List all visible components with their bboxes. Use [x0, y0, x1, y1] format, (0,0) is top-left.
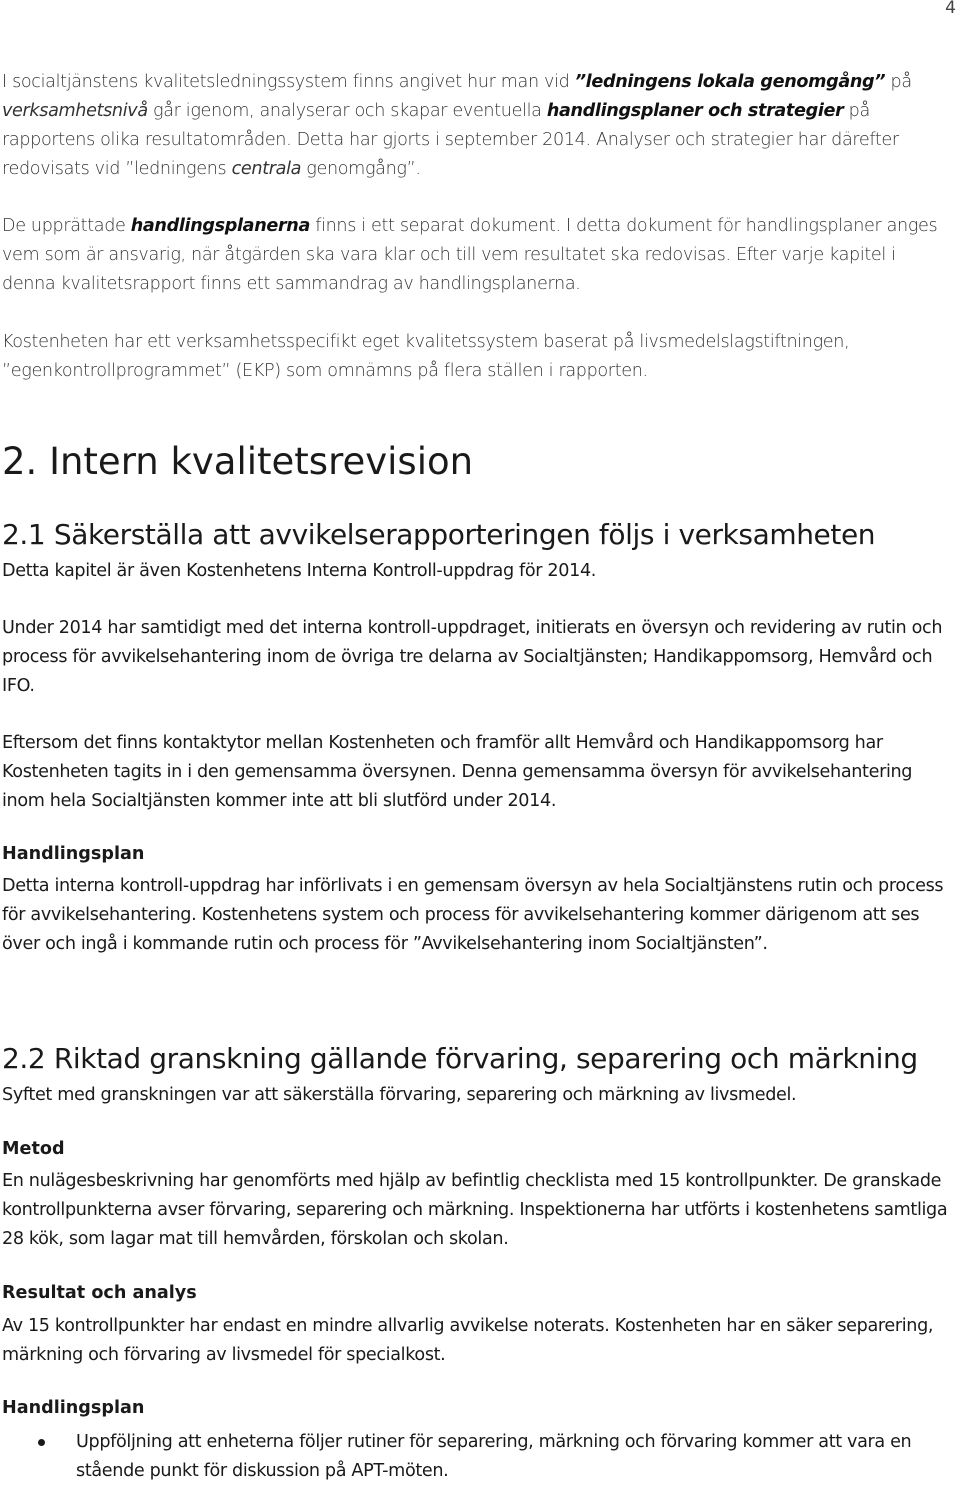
emphasis-text: handlingsplanerna [130, 216, 310, 236]
text-run: går igenom, analyserar och skapar eventuella [147, 101, 547, 121]
section-2-heading: 2. Intern kvalitetsrevision [2, 440, 474, 483]
section-2-2-result-heading: Resultat och analys [2, 1283, 197, 1303]
section-2-1-plan-text: Detta interna kontroll-uppdrag har införlivats i en gemensam översyn av hela Socialtjänstens rutin och process för avvikelsehantering. Kostenhetens system och process för avvikelsehantering kommer därigenom att ses över och ingå i kommande rutin och process för ”Avvikelsehantering inom Socialtjänsten”. [2, 876, 944, 954]
plan-bullet-list [0, 1428, 950, 1486]
text-run: De upprättade [2, 216, 131, 236]
intro-paragraph-2 [2, 212, 952, 299]
list-item [0, 1428, 950, 1486]
text-run: genomgång”. [301, 159, 421, 179]
section-2-1-plan-heading: Handlingsplan [2, 844, 145, 864]
page-number: 4 [945, 0, 956, 18]
section-2-1-paragraph-2: Under 2014 har samtidigt med det interna kontroll-uppdraget, initierats en översyn och revidering av rutin och process för avvikelsehantering inom de övriga tre delarna av Socialtjänsten; Handikappomsorg, Hemvård och IFO. [2, 618, 943, 696]
emphasis-text: ”ledningens lokala genomgång” [574, 72, 886, 92]
section-2-2-intro: Syftet med granskningen var att säkerställa förvaring, separering och märkning av livsmedel. [2, 1085, 797, 1105]
emphasis-text: handlingsplaner och strategier [546, 101, 844, 121]
section-2-2-result-text: Av 15 kontrollpunkter har endast en mindre allvarlig avvikelse noterats. Kostenheten har en säker separering, märkning och förvaring av livsmedel för specialkost. [2, 1316, 934, 1365]
text-run: på [885, 72, 912, 92]
text-run: finns i ett separat dokument. I detta dokument för handlingsplaner anges vem som är ansvarig, när åtgärden ska vara klar och till vem resultatet ska redovisas. Efter varje kapitel i denna kvalitetsrapport finns ett sammandrag av handlingsplanerna. [2, 216, 938, 294]
italic-text: centrala [231, 159, 302, 179]
section-2-2-method-heading: Metod [2, 1139, 65, 1159]
section-2-1-paragraph-3: Eftersom det finns kontaktytor mellan Kostenheten och framför allt Hemvård och Handikappomsorg har Kostenheten tagits in i den gemensamma översynen. Denna gemensamma översyn för avvikelsehantering inom hela Socialtjänsten kommer inte att bli slutförd under 2014. [2, 733, 913, 811]
list-item-text: Uppföljning att enheterna följer rutiner för separering, märkning och förvaring kommer att vara en stående punkt för diskussion på APT-möten. [76, 1432, 912, 1481]
text-run: I socialtjänstens kvalitetsledningssystem finns angivet hur man vid [2, 72, 575, 92]
section-2-1-heading: 2.1 Säkerställa att avvikelserapporteringen följs i verksamheten [2, 518, 876, 551]
section-2-2-plan-heading: Handlingsplan [2, 1398, 145, 1418]
intro-paragraph-1 [2, 68, 952, 184]
intro-paragraph-3: Kostenheten har ett verksamhetsspecifikt eget kvalitetssystem baserat på livsmedelslagstiftningen, ”egenkontrollprogrammet” (EKP) som omnämns på flera ställen i rapporten. [2, 332, 850, 381]
bullet-icon [38, 1439, 45, 1446]
section-2-2-method-text: En nulägesbeskrivning har genomförts med hjälp av befintlig checklista med 15 kontrollpunkter. De granskade kontrollpunkterna avser förvaring, separering och märkning. Inspektionerna har utförts i kostenhetens samtliga 28 kök, som lagar mat till hemvården, förskolan och skolan. [2, 1171, 948, 1249]
text-run: på rapportens olika resultatområden. Detta har gjorts i september 2014. Analyser och strategier har därefter redovisats vid ”ledningens [2, 101, 899, 179]
section-2-1-intro: Detta kapitel är även Kostenhetens Interna Kontroll-uppdrag för 2014. [2, 561, 597, 581]
italic-text: verksamhetsnivå [2, 101, 148, 121]
section-2-2-heading: 2.2 Riktad granskning gällande förvaring, separering och märkning [2, 1042, 918, 1075]
